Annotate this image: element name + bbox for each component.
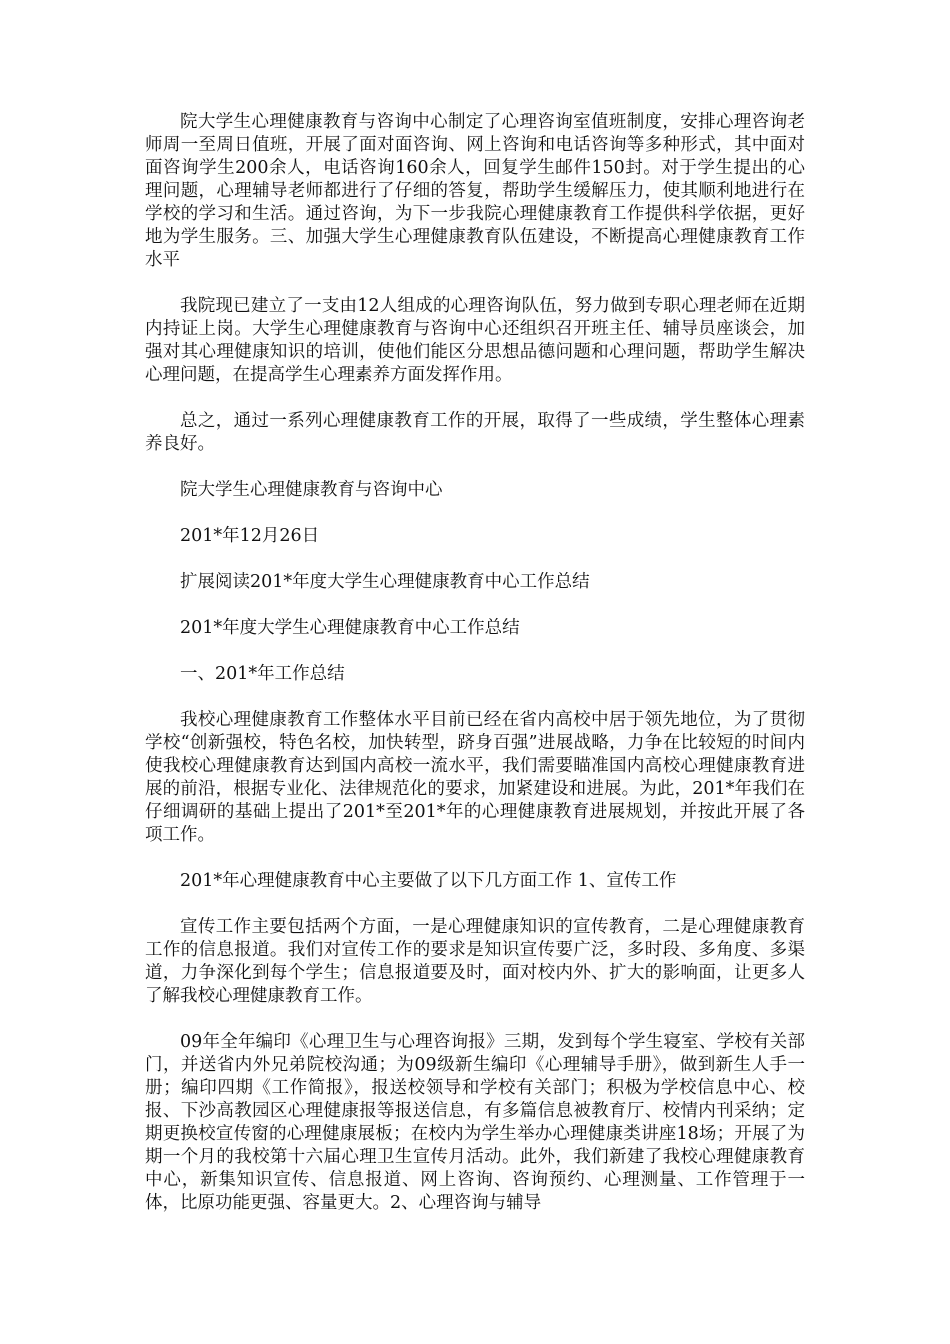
paragraph-counseling-service: 院大学生心理健康教育与咨询中心制定了心理咨询室值班制度，安排心理咨询老师周一至周日值班，开展了面对面咨询、网上咨询和电话咨询等多种形式，其中面对面咨询学生200余人，电话咨询160余人，回复学生邮件150封。对于学生提出的心理问题，心理辅导老师都进行了仔细的答复，帮助学生缓解压力，使其顺利地进行在学校的学习和生活。通过咨询，为下一步我院心理健康教育工作提供科学依据，更好地为学生服务。三、加强大学生心理健康教育队伍建设，不断提高心理健康教育工作水平 [145,112,805,270]
paragraph-publicity-work: 宣传工作主要包括两个方面，一是心理健康知识的宣传教育，二是心理健康教育工作的信息报道。我们对宣传工作的要求是知识宣传要广泛，多时段、多角度、多渠道，力争深化到每个学生；信息报道要及时，面对校内外、扩大的影响面，让更多人了解我校心理健康教育工作。 [145,917,805,1006]
section-heading-summary: 一、201*年工作总结 [180,664,345,684]
paragraph-overall-level: 我校心理健康教育工作整体水平目前已经在省内高校中居于领先地位，为了贯彻学校“创新强校，特色名校，加快转型，跻身百强”进展战略，力争在比较短的时间内使我校心理健康教育达到国内高校一流水平，我们需要瞄准国内高校心理健康教育进展的前沿，根据专业化、法律规范化的要求，加紧建设和进展。为此，201*年我们在仔细调研的基础上提出了201*至201*年的心理健康教育进展规划，并按此开展了各项工作。 [145,710,805,845]
paragraph-conclusion: 总之，通过一系列心理健康教育工作的开展，取得了一些成绩，学生整体心理素养良好。 [145,411,805,454]
signature-date: 201*年12月26日 [180,526,320,546]
paragraph-publications: 09年全年编印《心理卫生与心理咨询报》三期，发到每个学生寝室、学校有关部门，并送省内外兄弟院校沟通；为09级新生编印《心理辅导手册》，做到新生人手一册；编印四期《工作简报》，报送校领导和学校有关部门；积极为学校信息中心、校报、下沙高教园区心理健康报等报送信息，有多篇信息被教育厅、校情内刊采纳；定期更换校宣传窗的心理健康展板；在校内为学生举办心理健康类讲座18场；开展了为期一个月的我校第十六届心理卫生宣传月活动。此外，我们新建了我校心理健康教育中心，新集知识宣传、信息报道、网上咨询、咨询预约、心理测量、工作管理于一体，比原功能更强、容量更大。2、心理咨询与辅导 [145,1032,805,1213]
paragraph-counseling-team: 我院现已建立了一支由12人组成的心理咨询队伍，努力做到专职心理老师在近期内持证上岗。大学生心理健康教育与咨询中心还组织召开班主任、辅导员座谈会，加强对其心理健康知识的培训，使他们能区分思想品德问题和心理问题，帮助学生解决心理问题，在提高学生心理素养方面发挥作用。 [145,296,805,385]
report-title: 201*年度大学生心理健康教育中心工作总结 [180,618,520,638]
paragraph-main-work-intro: 201*年心理健康教育中心主要做了以下几方面工作 1、宣传工作 [180,871,677,891]
signature-organization: 院大学生心理健康教育与咨询中心 [180,480,443,500]
document-page [145,111,805,1215]
extended-reading-heading: 扩展阅读201*年度大学生心理健康教育中心工作总结 [180,572,590,592]
